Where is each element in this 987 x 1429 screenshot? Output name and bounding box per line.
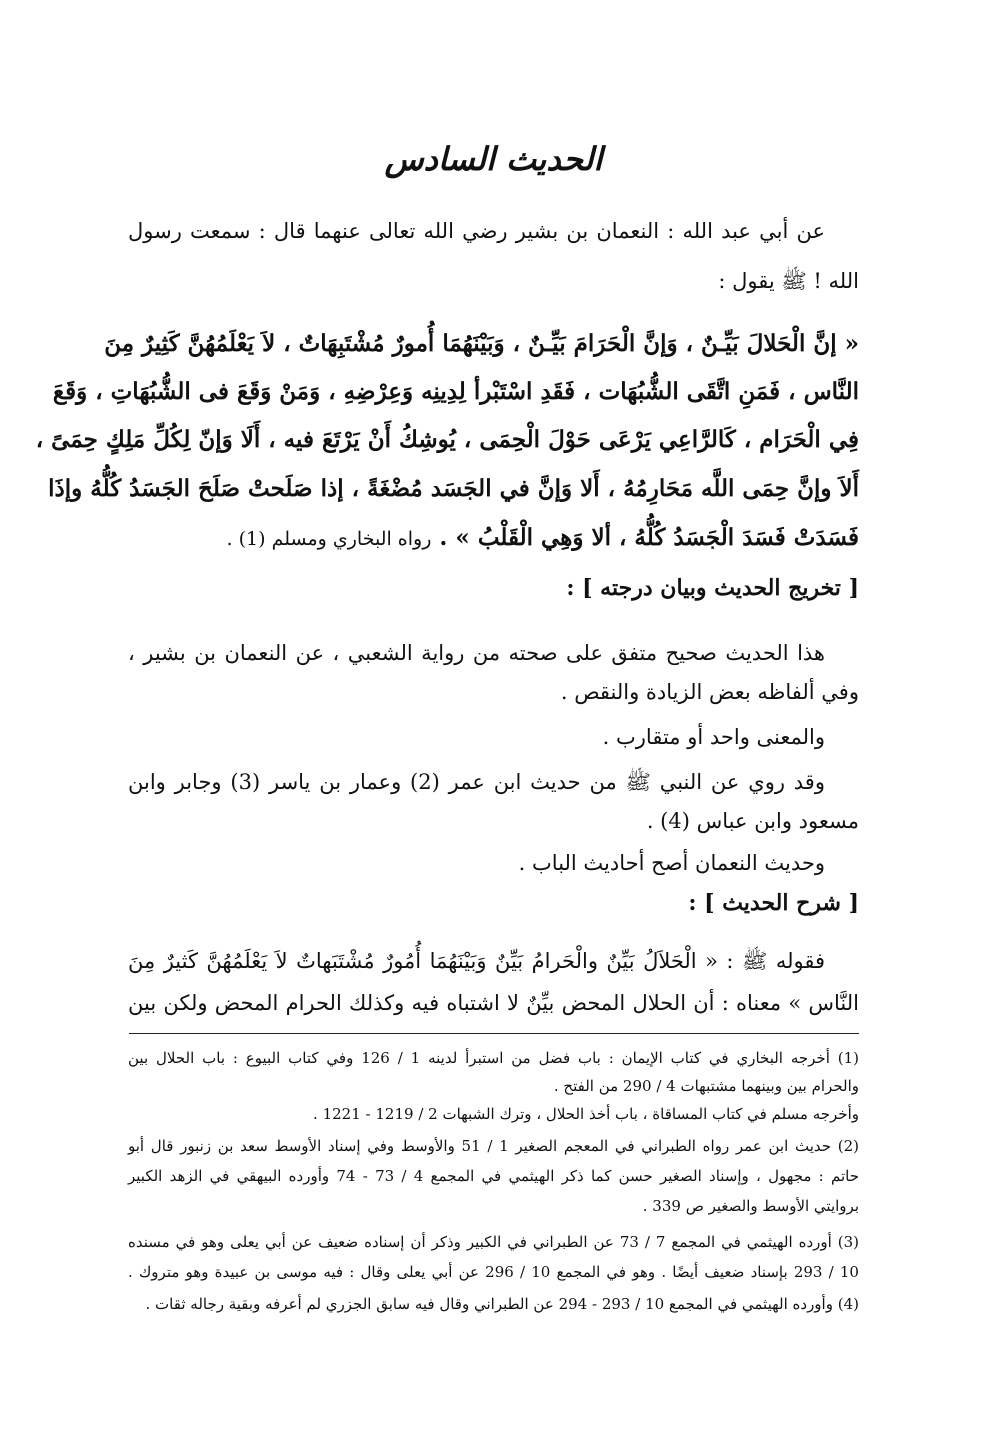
narration-note: رواه البخاري ومسلم (1) . [226,528,432,550]
sharh-line: فقوله ﷺ : « الْحَلاَلُ بَيِّنٌ والْحَرامُ بَيِّنٌ وَبَيْنَهُمَا أُمُورٌ مُشْتَبَهاتٌ لاَ يَعْلَمُهُنَّ كَثيرٌ مِنَ [128,949,825,973]
footnote-line: بروايتي الأوسط والصغير ص 339 . [642,1197,859,1215]
takhrij-line: هذا الحديث صحيح متفق على صحته من رواية الشعبي ، عن النعمان بن بشير ، [128,641,825,665]
footnote-line: والحرام بين وبينهما مشتبهات 4 / 290 من الفتح . [553,1077,859,1095]
section-heading-sharh: [ شرح الحديث ] : [688,890,859,916]
footnote-line: (3) أورده الهيثمي في المجمع 7 / 73 عن الطبراني في الكبير وذكر أن إسناده ضعيف عن أبي يعلى وهو في مسنده [128,1233,859,1251]
takhrij-line: والمعنى واحد أو متقارب . [602,725,825,749]
intro-line: عن أبي عبد الله : النعمان بن بشير رضي الله تعالى عنهما قال : سمعت رسول [128,219,825,243]
hadith-line: النَّاس ، فَمَنِ اتَّقَى الشُّبُهَات ، فَقَدِ اسْتَبْرأ لِدِينِه وَعِرْضِهِ ، وَمَنْ وَقَعَ فى الشُّبُهَاتِ ، وَقَعَ [52,378,859,405]
takhrij-line: وحديث النعمان أصح أحاديث الباب . [518,851,825,875]
sharh-line: النَّاس » معناه : أن الحلال المحض بيِّنٌ لا اشتباه فيه وكذلك الحرام المحض ولكن بين [128,991,859,1015]
footnote-line: (4) وأورده الهيثمي في المجمع 10 / 293 - 294 عن الطبراني وقال فيه سابق الجزري لم أعرفه وبقية رجاله ثقات . [145,1295,859,1313]
footnote-line: 10 / 293 بإسناد ضعيف أيضًا . وهو في المجمع 10 / 296 عن أبي يعلى وقال : فيه موسى بن عبيدة وهو متروك . [128,1263,859,1281]
footnote-line: وأخرجه مسلم في كتاب المساقاة ، باب أخذ الحلال ، وترك الشبهات 2 / 1219 - 1221 . [313,1105,859,1123]
hadith-line: « إنَّ الْحَلالَ بَيِّـنٌ ، وَإنَّ الْحَرَامَ بَيِّـنٌ ، وَبَيْنَهُمَا أُمورٌ مُشْتَبِهَاتٌ ، لاَ يَعْلَمُهُنَّ كَثِيرٌ مِنَ [104,330,859,357]
hadith-last-text: فَسَدَتْ فَسَدَ الْجَسَدُ كُلُّهُ ، ألا وَهِي الْقَلْبُ » . [439,524,859,551]
page-title: الحديث السادس [384,140,603,178]
hadith-line: أَلاَ وإنَّ حِمَى اللَّه مَحَارِمُهُ ، أَلا وَإنَّ في الجَسَد مُضْغَةً ، إذا صَلَحتْ صَلَحَ الجَسَدُ كُلُّهُ وإذَا [48,475,859,502]
intro-line: الله ! ﷺ يقول : [718,269,859,293]
takhrij-line: وقد روي عن النبي ﷺ من حديث ابن عمر (2) وعمار بن ياسر (3) وجابر وابن [128,770,825,794]
section-heading-takhrij: [ تخريج الحديث وبيان درجته ] : [566,575,859,601]
takhrij-line: مسعود وابن عباس (4) . [646,809,859,833]
hadith-line [128,516,859,561]
footnote-line: حاتم : مجهول ، وإسناد الصغير حسن كما ذكر الهيثمي في المجمع 4 / 73 - 74 وأورده البيهقي في الزهد الكبير [128,1167,859,1185]
footnote-separator [129,1033,859,1034]
hadith-line: فِي الْحَرَام ، كَالرَّاعِي يَرْعَى حَوْلَ الْحِمَى ، يُوشِكُ أَنْ يَرْتَعَ فيه ، أَلَا وَإنّ لِكُلِّ مَلِكٍ حِمَىً ، [35,426,859,453]
footnote-line: (2) حديث ابن عمر رواه الطبراني في المعجم الصغير 1 / 51 والأوسط وفي إسناد الأوسط سعد بن زنبور قال أبو [128,1137,859,1155]
takhrij-line: وفي ألفاظه بعض الزيادة والنقص . [560,680,859,704]
footnote-line: (1) أخرجه البخاري في كتاب الإيمان : باب فضل من استبرأ لدينه 1 / 126 وفي كتاب البيوع : باب الحلال بين [128,1049,860,1067]
